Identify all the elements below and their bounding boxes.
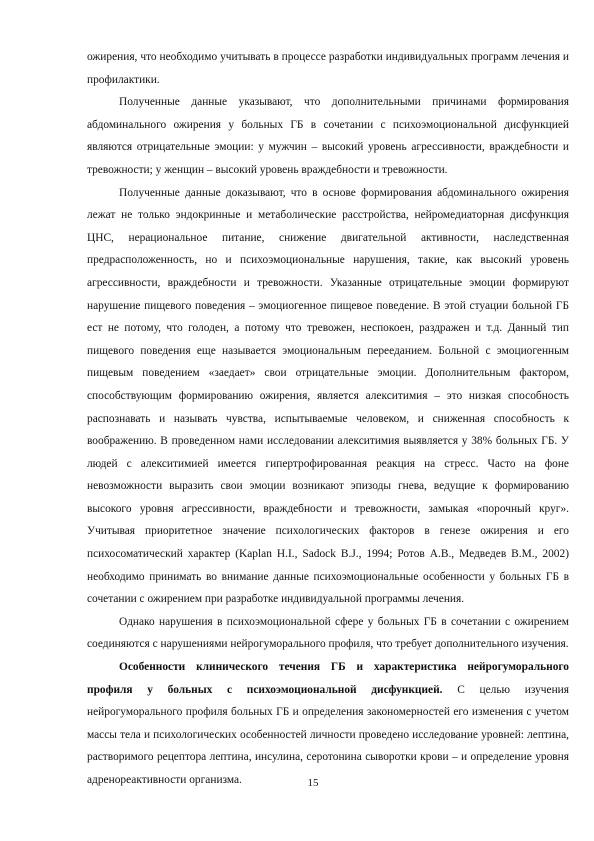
section-heading-lead: Особенности клинического течения ГБ и характеристика нейрогуморального профиля у больных с психоэмоциональной дисфункцией. xyxy=(87,661,569,696)
paragraph-1-text: ожирения, что необходимо учитывать в процессе разработки индивидуальных программ лечения и профилактики. xyxy=(87,51,569,86)
paragraph-2-text: Полученные данные указывают, что дополнительными причинами формирования абдоминального ожирения у больных ГБ в сочетании с психоэмоциональной дисфункцией являются отрицательные эмоции: у мужчин – высокий уровень агрессивности, враждебности и тревожности; у женщин – высокий уровень враждебности и тревожности. xyxy=(87,96,569,176)
page-number: 15 xyxy=(307,777,319,789)
paragraph-3-text: Полученные данные доказывают, что в основе формирования абдоминального ожирения лежат не только эндокринные и метаболические расстройства, нейромедиаторная дисфункция ЦНС, нерациональное питание, снижение двигательной активности, наследственная предрасположенность, но и психоэмоциональные нарушения, такие, как высокий уровень агрессивности, враждебности и тревожности. Указанные отрицательные эмоции формируют нарушение пищевого поведения – эмоциогенное пищевое поведение. В этой стуации больной ГБ ест не потому, что голоден, а потому что тревожен, неспокоен, раздражен и т.д. Данный тип пищевого поведения еще называется эмоциональным перееданием. Больной с эмоциогенным пищевым поведением «заедает» свои отрицательные эмоции. Дополнительным фактором, способствующим формированию ожирения, является алекситимия – это низкая способность распознавать и называть чувства, испытываемые человеком, и сниженная способность к воображению. В проведенном нами исследовании алекситимия выявляется у 38% больных ГБ. У людей с алекситимией имеется гипертрофированная реакция на стресс. Часто на фоне невозможности выразить свои эмоции возникают эпизоды гнева, ведущие к формированию высокого уровня агрессивности, враждебности и тревожности, замыкая «порочный круг». Учитывая приоритетное значение психологических факторов в генезе ожирения и его психосоматический характер (Kaplan H.I., Sadock B.J., 1994; Ротов А.В., Медведев В.М., 2002) необходимо принимать во внимание данные психоэмоциональные особенности у больных ГБ в сочетании с ожирением при разработке индивидуальной программы лечения. xyxy=(87,186,569,606)
paragraph-2 xyxy=(87,91,569,181)
paragraph-1 xyxy=(87,46,569,91)
paragraph-4-text: Однако нарушения в психоэмоциональной сфере у больных ГБ в сочетании с ожирением соединяются с нарушениями нейрогуморального профиля, что требует дополнительного изучения. xyxy=(87,615,569,651)
paragraph-3 xyxy=(87,182,569,611)
paragraph-4 xyxy=(87,611,569,656)
paragraph-5 xyxy=(87,656,569,792)
paragraph-5-text: С целью изучения нейрогуморального профиля больных ГБ и определения закономерностей его изменения с учетом массы тела и психологических особенностей личности проведено исследование уровней: лептина, растворимого рецептора лептина, инсулина, серотонина сыворотки крови – и определение уровня адренореактивности организма. xyxy=(87,683,569,786)
document-page xyxy=(87,46,569,792)
